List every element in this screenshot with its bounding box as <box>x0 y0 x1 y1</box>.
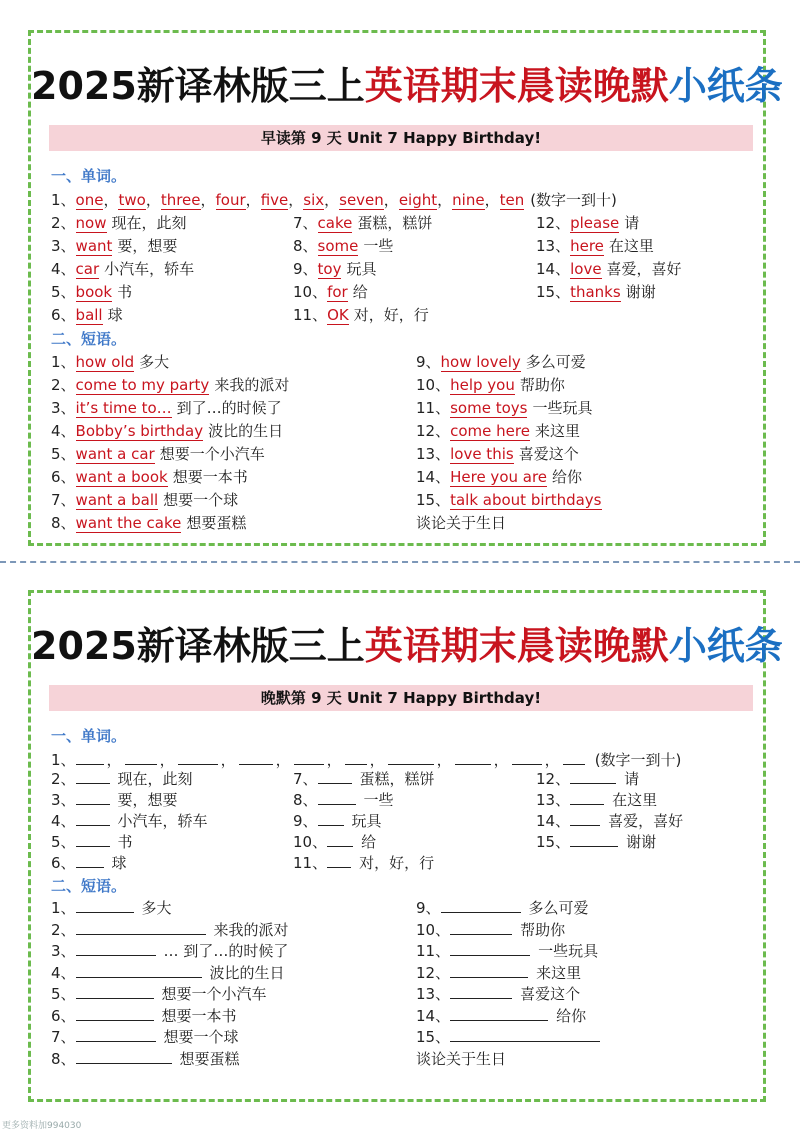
title-part-1: 2025新译林版三上 <box>31 64 365 108</box>
item-number: 7、 <box>51 491 76 509</box>
word-english: love <box>570 260 602 278</box>
item-number: 9、 <box>416 353 441 371</box>
answer-blank <box>76 811 110 826</box>
phrase-english: help you <box>450 376 515 394</box>
phrase-chinese: 喜爱这个 <box>520 985 581 1003</box>
word-item <box>293 831 376 852</box>
phrase-chinese: 想要一个小汽车 <box>159 445 265 463</box>
word-chinese: 请 <box>624 214 640 232</box>
phrase-item <box>51 443 265 464</box>
item-number: 11、 <box>416 399 451 417</box>
separator: ， <box>493 751 509 769</box>
word-english: want <box>75 237 113 255</box>
item-number: 4、 <box>51 422 76 440</box>
day-banner: 早读第 9 天 Unit 7 Happy Birthday! <box>49 125 753 151</box>
separator: ， <box>288 191 304 209</box>
phrase-item <box>416 420 580 441</box>
word-item <box>293 281 368 302</box>
phrase-english: how old <box>75 353 135 371</box>
word-chinese: 喜爱，喜好 <box>606 260 682 278</box>
separator: ， <box>326 751 342 769</box>
item-number: 8、 <box>51 514 76 532</box>
answer-blank <box>450 963 528 978</box>
separator: ， <box>106 751 122 769</box>
phrase-chinese: 多么可爱 <box>525 353 586 371</box>
word-chinese: 小汽车，轿车 <box>117 812 208 830</box>
item-number: 8、 <box>293 237 318 255</box>
phrase-chinese: 想要蛋糕 <box>179 1049 240 1068</box>
phrase-chinese: … 到了…的时候了 <box>163 942 289 960</box>
item-number: 10、 <box>293 833 328 851</box>
phrase-chinese: 谈论关于生日 <box>416 1049 507 1068</box>
word-item <box>51 768 193 789</box>
number-words <box>76 191 525 210</box>
answer-blank <box>178 750 218 765</box>
phrase-item <box>416 466 582 487</box>
separator: ， <box>200 191 216 209</box>
separator: ， <box>436 751 452 769</box>
answer-blank <box>76 920 206 935</box>
word-english: please <box>570 214 620 232</box>
phrase-chinese: 来这里 <box>536 963 582 982</box>
phrase-item <box>51 489 238 510</box>
word-english: OK <box>327 306 349 324</box>
word-chinese: 书 <box>117 833 133 851</box>
word-english: book <box>75 283 113 301</box>
word-item <box>51 789 178 810</box>
item-number: 1、 <box>51 751 76 769</box>
answer-blank <box>570 790 604 805</box>
answer-blank <box>450 984 512 999</box>
card-title <box>31 55 783 110</box>
phrase-chinese: 来我的派对 <box>214 376 290 394</box>
section-phrases-heading: 二、短语。 <box>51 877 127 895</box>
phrase-chinese: 多么可爱 <box>528 899 589 917</box>
answer-blank <box>570 811 600 826</box>
item-number: 4、 <box>51 260 76 278</box>
word-item <box>293 768 435 789</box>
word-chinese: 小汽车，轿车 <box>104 260 195 278</box>
word-chinese: 现在，此刻 <box>111 214 187 232</box>
word-item <box>51 304 123 325</box>
answer-blank <box>570 769 616 784</box>
word-english: car <box>75 260 100 278</box>
item-number: 3、 <box>51 237 76 255</box>
word-chinese: 给 <box>352 283 368 301</box>
answer-blank <box>318 790 356 805</box>
item-number: 2、 <box>51 214 76 232</box>
word-item <box>536 235 654 256</box>
item-number: 6、 <box>51 854 76 872</box>
answer-blank <box>327 853 351 868</box>
phrase-item <box>51 1026 239 1047</box>
separator: ， <box>437 191 453 209</box>
word-item <box>536 768 639 789</box>
item-number: 13、 <box>416 985 451 1003</box>
word-chinese: 谢谢 <box>626 833 657 851</box>
phrase-item <box>416 374 565 395</box>
item-number: 14、 <box>416 1006 451 1025</box>
phrase-item <box>51 420 283 441</box>
phrase-chinese: 给你 <box>552 468 583 486</box>
answer-blank <box>76 898 134 913</box>
title-part-2: 英语期末晨读晚默 <box>364 64 669 108</box>
number-word: seven <box>339 191 384 209</box>
word-item <box>293 212 432 233</box>
item-number: 10、 <box>416 376 451 394</box>
phrase-english: want a book <box>75 468 168 486</box>
word-item <box>51 831 133 852</box>
word-chinese: 喜爱，喜好 <box>608 812 684 830</box>
item-number: 11、 <box>293 854 328 872</box>
phrase-item <box>51 940 288 961</box>
word-item <box>51 235 177 256</box>
phrase-item <box>51 919 289 940</box>
phrase-chinese: 一些玩具 <box>538 942 599 960</box>
word-chinese: 要，想要 <box>117 791 178 809</box>
separator: ， <box>484 191 500 209</box>
section-phrases-heading: 二、短语。 <box>51 330 127 348</box>
answer-blank <box>327 832 353 847</box>
word-english: cake <box>317 214 353 232</box>
word-chinese: 谢谢 <box>625 283 656 301</box>
item-number: 14、 <box>536 812 571 830</box>
phrase-chinese: 想要一本书 <box>161 1006 237 1025</box>
word-chinese: 球 <box>107 306 123 324</box>
word-item <box>51 212 187 233</box>
word-item <box>293 304 429 325</box>
word-chinese: 一些 <box>363 237 394 255</box>
word-chinese: 要，想要 <box>117 237 178 255</box>
phrase-item <box>416 397 592 418</box>
word-english: ball <box>75 306 103 324</box>
word-item <box>51 810 208 831</box>
item-number: 15、 <box>416 1028 451 1046</box>
number-word: four <box>215 191 246 209</box>
separator: ， <box>103 191 119 209</box>
separator: ， <box>220 751 236 769</box>
item-number: 14、 <box>536 260 571 278</box>
answer-blank <box>76 832 110 847</box>
phrase-item <box>416 983 580 1004</box>
phrase-chinese: 帮助你 <box>520 920 566 939</box>
phrase-item <box>51 351 169 372</box>
answer-blank <box>450 920 512 935</box>
item-number: 15、 <box>536 283 571 301</box>
item-number: 5、 <box>51 985 76 1003</box>
answer-blank <box>450 941 530 956</box>
word-chinese: 给 <box>361 833 377 851</box>
item-number: 12、 <box>536 770 571 788</box>
item-number: 5、 <box>51 283 76 301</box>
phrase-item <box>416 919 565 940</box>
item-number: 8、 <box>51 1049 76 1068</box>
answer-blank <box>76 941 156 956</box>
separator: ， <box>275 751 291 769</box>
separator: ， <box>369 751 385 769</box>
item-number: 15、 <box>536 833 571 851</box>
item-number: 7、 <box>293 214 318 232</box>
answer-blank <box>76 963 202 978</box>
phrase-item <box>51 374 289 395</box>
item-number: 4、 <box>51 812 76 830</box>
section-words-heading: 一、单词。 <box>51 167 127 185</box>
item-number: 7、 <box>293 770 318 788</box>
item-number: 1、 <box>51 899 76 917</box>
phrase-english: come to my party <box>75 376 210 394</box>
numbers-note: (数字一到十) <box>530 191 617 209</box>
phrase-english: how lovely <box>440 353 521 371</box>
word-item <box>293 810 382 831</box>
phrase-item <box>416 351 586 372</box>
phrase-english: some toys <box>450 399 528 417</box>
item-number: 12、 <box>416 422 451 440</box>
item-number: 1、 <box>51 353 76 371</box>
phrase-chinese: 多大 <box>139 353 170 371</box>
word-chinese: 在这里 <box>612 791 658 809</box>
word-english: thanks <box>570 283 621 301</box>
word-chinese: 玩具 <box>351 812 382 830</box>
item-number: 2、 <box>51 770 76 788</box>
phrase-item <box>416 940 598 961</box>
answer-blank <box>76 853 104 868</box>
phrase-english: want the cake <box>75 514 182 532</box>
item-number: 13、 <box>536 791 571 809</box>
item-number: 15、 <box>416 491 451 509</box>
footer-note: 更多资料加994030 <box>2 1121 82 1131</box>
item-number: 10、 <box>293 283 328 301</box>
word-item <box>293 789 394 810</box>
answer-blank <box>76 750 104 765</box>
separator: ， <box>145 191 161 209</box>
title-part-2: 英语期末晨读晚默 <box>364 624 669 668</box>
separator: ， <box>245 191 261 209</box>
number-word: nine <box>452 191 485 209</box>
phrase-item <box>51 512 246 533</box>
answer-blank <box>345 750 367 765</box>
phrase-english: talk about birthdays <box>450 491 602 509</box>
item-number: 9、 <box>293 260 318 278</box>
item-number: 3、 <box>51 942 76 960</box>
item-number: 10、 <box>416 920 451 939</box>
cut-line <box>0 561 800 563</box>
word-item <box>536 789 657 810</box>
word-item <box>536 258 682 279</box>
separator: ， <box>324 191 340 209</box>
separator: ， <box>383 191 399 209</box>
answer-blank <box>125 750 157 765</box>
word-chinese: 玩具 <box>346 260 377 278</box>
phrase-english: want a ball <box>75 491 159 509</box>
phrase-item <box>51 1005 237 1026</box>
word-item <box>51 852 127 873</box>
word-chinese: 书 <box>117 283 133 301</box>
item-number: 5、 <box>51 445 76 463</box>
numbers-line <box>51 189 617 210</box>
word-english: here <box>570 237 604 255</box>
phrase-item <box>416 443 579 464</box>
title-part-3: 小纸条 <box>668 64 783 108</box>
phrase-item <box>51 897 172 918</box>
phrase-chinese: 多大 <box>141 899 172 917</box>
word-item <box>536 212 639 233</box>
phrase-chinese: 给你 <box>556 1006 587 1025</box>
phrase-chinese: 想要一个球 <box>163 1028 239 1046</box>
answer-blank <box>450 1006 548 1021</box>
item-number: 3、 <box>51 791 76 809</box>
word-english: toy <box>317 260 342 278</box>
phrase-chinese: 来我的派对 <box>213 920 289 939</box>
word-item <box>536 281 656 302</box>
phrase-chinese: 想要一个小汽车 <box>161 985 267 1003</box>
separator: ， <box>159 751 175 769</box>
phrase-chinese: 喜爱这个 <box>518 445 579 463</box>
word-chinese: 现在，此刻 <box>117 770 193 788</box>
answer-blank <box>512 750 542 765</box>
number-word: eight <box>398 191 438 209</box>
phrase-item <box>51 1048 240 1069</box>
phrase-item <box>416 489 602 532</box>
word-english: some <box>317 237 359 255</box>
answer-blank <box>76 769 110 784</box>
word-item <box>51 258 194 279</box>
answer-blank <box>318 769 352 784</box>
item-number: 1、 <box>51 191 76 209</box>
word-english: now <box>75 214 107 232</box>
number-word: ten <box>499 191 525 209</box>
phrase-english: Bobby’s birthday <box>75 422 204 440</box>
item-number: 7、 <box>51 1028 76 1046</box>
phrase-item <box>51 466 248 487</box>
item-number: 12、 <box>416 963 451 982</box>
answer-blank <box>563 750 585 765</box>
phrase-english: want a car <box>75 445 155 463</box>
item-number: 9、 <box>293 812 318 830</box>
word-chinese: 球 <box>111 854 127 872</box>
phrase-chinese: 帮助你 <box>519 376 565 394</box>
word-english: for <box>327 283 348 301</box>
separator: ， <box>544 751 560 769</box>
phrase-item <box>416 962 581 983</box>
card-title <box>31 615 783 670</box>
word-item <box>293 258 377 279</box>
phrase-chinese: 谈论关于生日 <box>416 514 507 532</box>
item-number: 8、 <box>293 791 318 809</box>
item-number: 5、 <box>51 833 76 851</box>
item-number: 2、 <box>51 920 76 939</box>
phrase-chinese: 波比的生日 <box>208 422 284 440</box>
day-banner: 晚默第 9 天 Unit 7 Happy Birthday! <box>49 685 753 711</box>
phrase-item <box>416 1048 506 1069</box>
evening-dictation-card <box>28 590 783 1102</box>
phrase-english: it’s time to… <box>75 399 172 417</box>
number-word: one <box>75 191 104 209</box>
item-number: 12、 <box>536 214 571 232</box>
word-chinese: 请 <box>624 770 640 788</box>
phrase-chinese: 一些玩具 <box>532 399 593 417</box>
item-number: 4、 <box>51 963 76 982</box>
answer-blank <box>76 984 154 999</box>
phrase-item <box>51 983 267 1004</box>
word-chinese: 一些 <box>363 791 394 809</box>
item-number: 14、 <box>416 468 451 486</box>
item-number: 6、 <box>51 468 76 486</box>
answer-blank <box>76 1049 172 1064</box>
number-word: three <box>160 191 201 209</box>
number-blanks <box>76 751 585 769</box>
phrase-english: Here you are <box>450 468 548 486</box>
answer-blank <box>570 832 618 847</box>
title-part-1: 2025新译林版三上 <box>31 624 365 668</box>
answer-blank <box>318 811 344 826</box>
phrase-chinese: 来这里 <box>534 422 580 440</box>
word-item <box>293 852 434 873</box>
answer-blank <box>441 898 521 913</box>
item-number: 3、 <box>51 399 76 417</box>
number-word: two <box>118 191 146 209</box>
item-number: 9、 <box>416 899 441 917</box>
item-number: 11、 <box>293 306 328 324</box>
title-part-3: 小纸条 <box>668 624 783 668</box>
word-item <box>51 281 132 302</box>
answer-blank <box>450 1027 600 1042</box>
word-item <box>536 810 683 831</box>
number-word: five <box>260 191 289 209</box>
item-number: 13、 <box>536 237 571 255</box>
phrase-item <box>416 1026 608 1047</box>
answer-blank <box>76 790 110 805</box>
phrase-chinese: 波比的生日 <box>209 963 285 982</box>
phrase-english: come here <box>450 422 530 440</box>
phrase-item <box>51 397 282 418</box>
word-chinese: 在这里 <box>608 237 654 255</box>
item-number: 6、 <box>51 306 76 324</box>
phrase-chinese: 想要一本书 <box>172 468 248 486</box>
numbers-line <box>51 749 681 770</box>
answer-blank <box>76 1027 156 1042</box>
phrase-chinese: 到了…的时候了 <box>176 399 282 417</box>
answer-blank <box>294 750 324 765</box>
word-item <box>536 831 656 852</box>
answer-blank <box>388 750 434 765</box>
word-item <box>293 235 393 256</box>
phrase-chinese: 想要一个球 <box>163 491 239 509</box>
answer-blank <box>455 750 491 765</box>
item-number: 11、 <box>416 942 451 960</box>
phrase-item <box>51 962 285 983</box>
answer-blank <box>76 1006 154 1021</box>
numbers-note: (数字一到十) <box>594 751 682 769</box>
phrase-chinese: 想要蛋糕 <box>186 514 247 532</box>
phrase-english: love this <box>450 445 514 463</box>
morning-reading-card <box>28 30 783 546</box>
word-chinese: 蛋糕，糕饼 <box>359 770 435 788</box>
item-number: 2、 <box>51 376 76 394</box>
phrase-item <box>416 1005 586 1026</box>
item-number: 6、 <box>51 1006 76 1025</box>
word-chinese: 对，好，行 <box>353 306 429 324</box>
phrase-item <box>416 897 589 918</box>
word-chinese: 对，好，行 <box>359 854 435 872</box>
word-chinese: 蛋糕，糕饼 <box>357 214 433 232</box>
item-number: 13、 <box>416 445 451 463</box>
section-words-heading: 一、单词。 <box>51 727 127 745</box>
number-word: six <box>303 191 325 209</box>
answer-blank <box>239 750 273 765</box>
